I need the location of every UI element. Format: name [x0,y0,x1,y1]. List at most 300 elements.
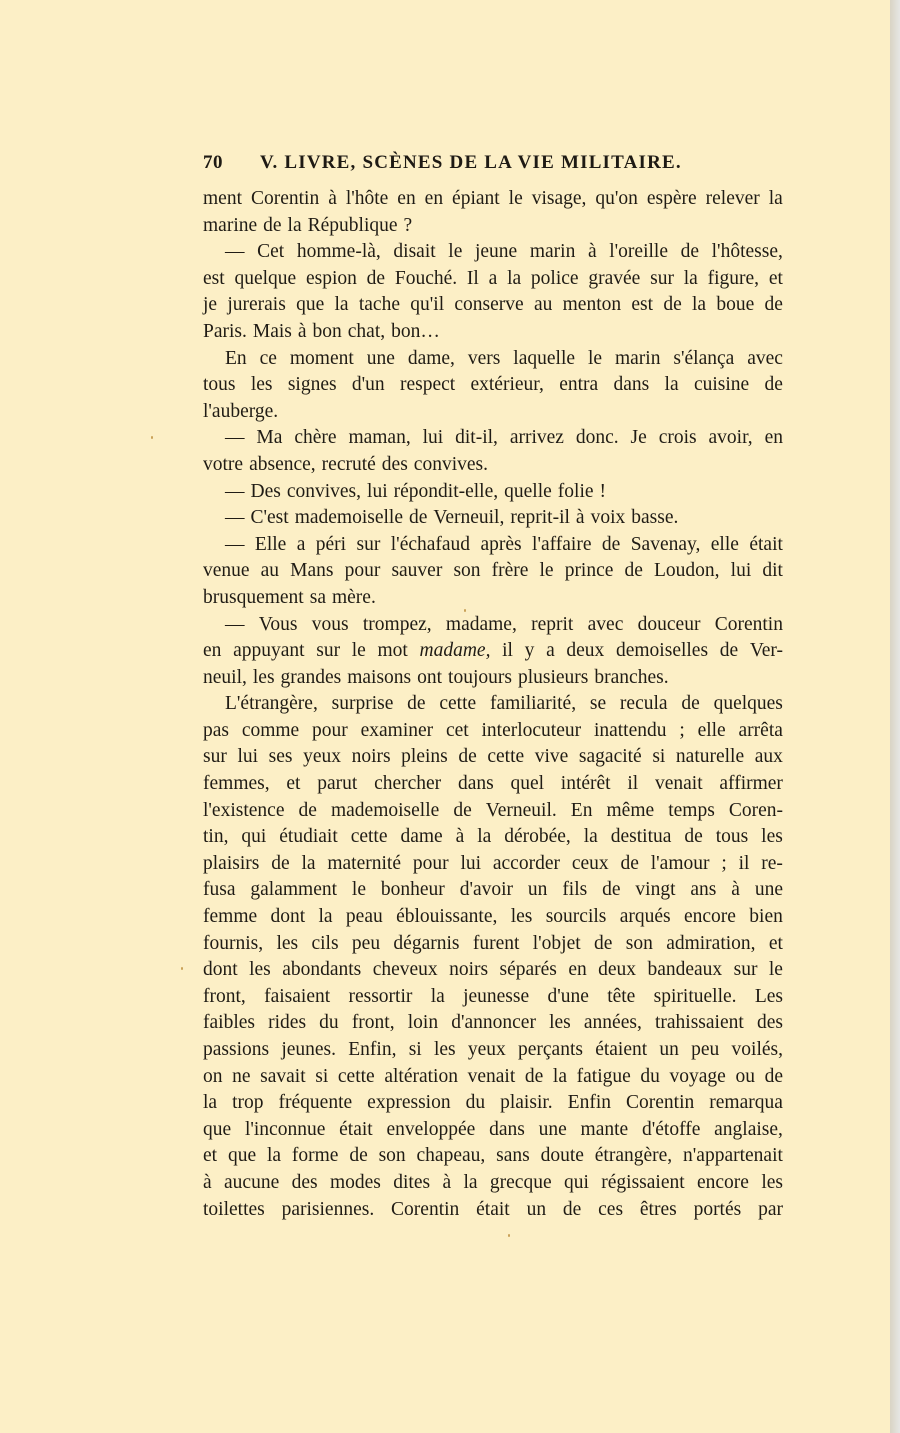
word: En [570,799,593,821]
word: naturelle [675,746,745,768]
word: Paris. [203,320,247,342]
word: sur [733,959,758,981]
word: branches. [594,666,669,688]
word: de [263,214,282,236]
word: au [533,294,553,316]
word: le [768,959,783,981]
paper-speck [508,1234,510,1237]
word: venue [203,560,250,582]
word: la [463,1171,478,1193]
word: l'oreille [609,241,668,263]
word: de [764,374,783,396]
text-line [203,479,783,506]
word: mère. [331,586,376,608]
word: République [307,214,398,236]
text-line [203,1064,783,1091]
word: après [480,533,522,555]
word: qu'il [410,294,445,316]
word: d'étoffe [641,1118,701,1140]
word: Verneuil. [485,799,557,821]
text-line [203,372,783,399]
word: cette [439,693,477,715]
word: temps [668,799,715,821]
word: yeux [303,746,341,768]
text-line [203,532,783,559]
paper-speck [181,967,183,970]
word: jurerais [227,294,286,316]
word: espion [305,267,357,289]
word: l'affaire [532,533,592,555]
word: la [477,826,492,848]
paper-speck [151,436,153,439]
word: tous [203,374,236,396]
word: reprit [531,613,574,635]
word: frère [491,560,529,582]
text-line [203,399,783,426]
word: figure, [707,267,760,289]
word: était [476,1198,510,1220]
text-line [203,239,783,266]
word: et [203,1145,218,1167]
word: altération [384,1065,458,1087]
word: vers [467,347,501,369]
word: ? [403,214,413,236]
word: vive [534,746,569,768]
text-line [203,877,783,904]
word: Corentin [714,613,783,635]
word: trompez, [362,613,432,635]
word: grandes [280,666,342,688]
word: ces [598,1198,624,1220]
word: la [664,374,679,396]
word: — [225,480,245,502]
word: son [453,560,481,582]
word: péri [315,533,347,555]
word: de [453,799,472,821]
word: bandeaux [647,959,723,981]
word: la [203,1092,218,1114]
word: était [339,1118,373,1140]
word: pour [312,719,348,741]
word: venait [654,773,703,795]
word: Loudon, [654,560,720,582]
word: mademoiselle [330,799,440,821]
word: de [719,640,739,662]
word: des [381,453,408,475]
word: qu'on [595,188,638,209]
word: Coren- [728,799,783,821]
word: a [296,533,306,555]
word: l'amour [650,852,710,874]
word: quelques [713,693,783,715]
word: il [627,773,639,795]
word: l'inconnue [244,1118,326,1140]
word: examiner [360,719,434,741]
word: fatigue [576,1065,631,1087]
word: l'hôtesse, [711,241,783,263]
word: trop [232,1092,264,1114]
word: chapeau, [416,1145,486,1167]
word: le [448,241,463,263]
word: spirituelle. [653,985,737,1007]
word: vous [311,613,349,635]
word: qui [241,826,267,848]
word: quelle [504,480,552,502]
word: Mais [252,320,292,342]
word: dame [400,826,443,848]
word: à [328,188,337,209]
word: brusquement [203,586,304,608]
word: tête [607,985,636,1007]
word: neuil, [203,666,247,688]
word: relever [705,188,760,209]
word: inattendu [593,719,667,741]
word: la [287,214,302,236]
word: je [203,294,218,316]
word: quel [510,773,545,795]
word: de [407,693,426,715]
word: destitua [610,826,672,848]
word: noirs [351,746,391,768]
word: absence, [249,453,316,475]
word: tache [358,294,400,316]
word: douceur [637,613,701,635]
word: marin [614,347,661,369]
word: l'existence [203,799,285,821]
word: marin [529,241,576,263]
word: une [366,347,395,369]
word: Fouché. [394,267,458,289]
word: plaisir. [500,1092,553,1114]
word: les [761,826,783,848]
word: parut [317,773,358,795]
word: étudiait [279,826,338,848]
word: en [203,640,222,662]
word: marine [203,214,258,236]
word: qui [563,1171,589,1193]
word: le [587,347,603,369]
word: cette [337,1065,375,1087]
word: Savenay, [630,533,701,555]
word: des [756,1012,783,1034]
word: en [764,427,783,449]
word: de [271,852,290,874]
word: Verneuil, [433,507,505,529]
text-line [203,266,783,293]
word: demoiselles [615,640,709,662]
word: pleins [401,746,448,768]
word: — [225,241,245,263]
text-line [203,1197,783,1224]
word: sauver [391,560,443,582]
word: surprise [331,693,394,715]
text-line [203,292,783,319]
word: l'échafaud [390,533,471,555]
word: lui [730,560,752,582]
word: boue [716,294,755,316]
text-line [203,1037,783,1064]
word: convives, [286,480,362,502]
word: front, [351,1012,395,1034]
word: visage, [531,188,587,209]
word: accorder [492,852,560,874]
word: toilettes [203,1198,265,1220]
word: mante [580,1118,629,1140]
word: Elle [254,533,287,555]
word: toujours [448,666,512,688]
word: par [758,1198,783,1220]
word: respect [399,374,456,396]
word: éblouissante, [396,906,498,928]
word: de [764,294,783,316]
text-line [203,1170,783,1197]
word: prince [564,560,614,582]
word: dont [203,959,238,981]
word: son [625,932,653,954]
word: parisiennes. [281,1198,375,1220]
text-line [203,771,783,798]
word: bon… [391,320,440,342]
text-line [203,691,783,718]
text-line [203,851,783,878]
word: noirs [449,959,489,981]
word: dans [613,374,650,396]
word: arrivez [509,427,564,449]
word: les [249,959,271,981]
word: une [754,879,783,901]
word: yeux [467,1039,506,1060]
word: un [527,879,548,901]
word: portés [693,1198,742,1220]
word: Corentin [250,188,320,209]
word: les [250,374,273,396]
word: plaisirs [203,852,260,874]
word: même [606,799,655,821]
word: êtres [639,1198,677,1220]
word: chat, [347,320,386,342]
word: les [549,1012,571,1034]
word: du [465,1092,486,1114]
word: dame, [407,347,455,369]
word: madame, [445,613,517,635]
word: à [455,826,465,848]
word: dit-il, [455,427,498,449]
word: madame, [419,640,491,662]
word: moment [289,347,354,369]
word: convives. [413,453,488,475]
word: jeune [474,241,518,263]
word: des [291,1171,318,1193]
word: que [203,1118,232,1140]
text-line [203,346,783,373]
word: maisons [347,666,412,688]
word: mot [377,640,408,662]
word: plusieurs [517,666,589,688]
word: homme-là, [296,241,381,263]
text-line [203,1117,783,1144]
word: le [508,188,523,209]
word: pour [412,852,449,874]
text-line [203,612,783,639]
word: de [663,294,682,316]
word: enveloppée [386,1118,476,1140]
word: C'est [250,507,289,529]
word: Vous [258,613,298,635]
word: que [296,294,325,316]
word: on [203,1065,223,1087]
word: et [286,773,301,795]
text-line [203,452,783,479]
text-line [203,931,783,958]
word: la [768,188,783,209]
word: la [692,294,707,316]
word: Des [250,480,281,502]
word: les [433,1039,456,1060]
word: la [430,985,445,1007]
text-line [203,665,783,692]
word: re- [761,852,783,874]
word: d'annoncer [451,1012,536,1034]
word: Je [630,427,647,449]
word: dans [489,1118,525,1140]
word: recula [619,693,668,715]
word: abondants [282,959,362,981]
word: avec [747,347,783,369]
word: fréquente [278,1092,353,1114]
word: lui [237,746,259,768]
word: laquelle [513,347,576,369]
word: à [297,320,307,342]
word: d'avoir [459,879,514,901]
word: arrêta [738,719,783,741]
word: basse. [631,507,679,529]
word: de [366,267,386,289]
word: — [225,507,245,529]
word: de [298,799,317,821]
word: de [602,879,621,901]
text-line [203,718,783,745]
word: entra [559,374,599,396]
word: perçants [518,1039,583,1060]
word: tous [715,826,749,848]
word: — [225,427,245,449]
word: aucune [224,1171,280,1193]
word: folie [557,480,594,502]
word: interlocuteur [481,719,582,741]
word: les [761,1171,783,1193]
word: peu [691,1039,720,1060]
word: signes [287,374,337,396]
word: elle [710,533,739,555]
word: Ver- [749,640,783,662]
word: étrangère, [594,1145,673,1167]
word: séparés [499,959,557,981]
word: fusa [203,879,236,901]
word: l'objet [532,932,581,954]
text-line [203,1010,783,1037]
word: de [684,826,703,848]
word: étaient [595,1039,648,1060]
word: maman, [348,427,411,449]
word: n'appartenait [683,1145,783,1167]
word: dont [270,906,306,928]
text-line [203,213,783,240]
word: est [203,267,225,289]
word: la [552,1065,567,1087]
word: deux [566,640,605,662]
word: rides [268,1012,307,1034]
word: quelque [234,267,297,289]
word: avec [587,613,624,635]
word: d'une [547,985,589,1007]
word: régissaient [601,1171,685,1193]
word: Cet [257,241,285,263]
word: pour [344,560,381,582]
word: ceux [571,852,609,874]
word: Mans [290,560,334,582]
word: ans [690,879,717,901]
word: le [351,640,366,662]
word: mademoiselle [294,507,403,529]
word: Corentin [391,1198,460,1220]
word: de [458,746,477,768]
word: peau [345,906,383,928]
word: répondit-elle, [393,480,499,502]
word: chère [294,427,337,449]
word: appuyant [233,640,305,662]
word: doute [540,1145,584,1167]
text-line [203,558,783,585]
scan-edge [890,0,900,1433]
word: voilés, [731,1039,783,1060]
word: intérêt [560,773,611,795]
word: du [640,1065,660,1087]
word: front, [203,985,246,1007]
word: femmes, [203,773,270,795]
word: trahissaient [654,1012,744,1034]
word: est [631,294,654,316]
word: reprit-il [510,507,570,529]
word: en [568,959,587,981]
word: dit [762,560,783,582]
text-line [203,319,783,346]
word: forme [291,1145,339,1167]
word: l'auberge. [203,400,279,422]
word: de [601,533,621,555]
word: son [378,1145,406,1167]
text-line [203,984,783,1011]
word: la [266,1145,282,1167]
word: de [764,1065,783,1087]
word: il [502,640,513,662]
word: dérobée, [504,826,571,848]
word: lui [367,480,388,502]
word: encore [697,1171,749,1193]
word: à [203,1171,212,1193]
word: la [683,267,698,289]
word: cette [487,746,525,768]
word: Ma [256,427,283,449]
word: Il [466,267,479,289]
word: remarqua [709,1092,783,1114]
word: conserve [454,294,524,316]
word: recruté [321,453,376,475]
word: — [225,613,245,635]
word: jeunesse [463,985,530,1007]
word: épiant [452,188,500,209]
word: cuisine [693,374,750,396]
word: l'hôte [345,188,389,209]
